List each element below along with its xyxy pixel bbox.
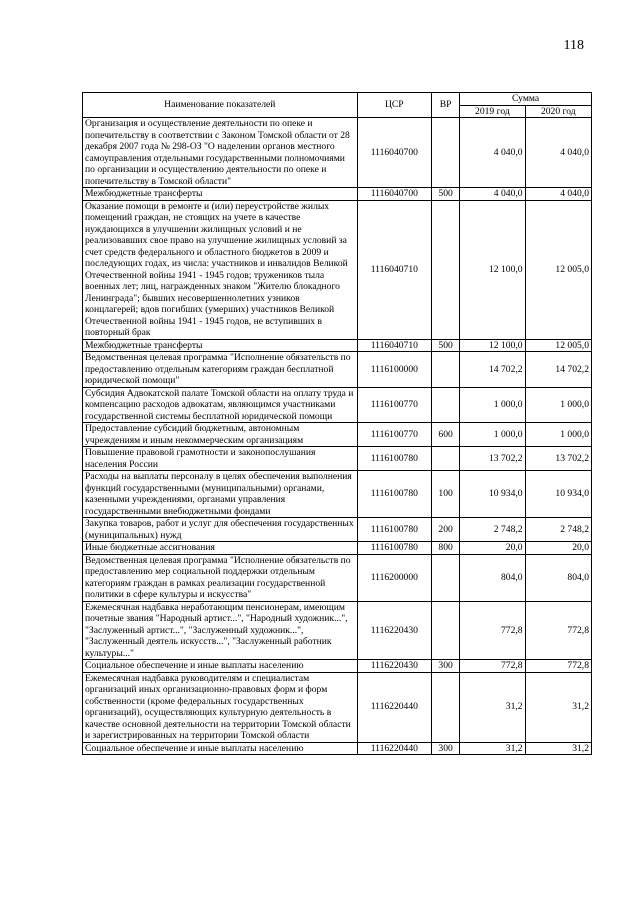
cell-name: Социальное обеспечение и иные выплаты населению [83,660,358,673]
cell-vr [432,601,460,660]
cell-vr [432,447,460,471]
cell-2019: 10 934,0 [460,471,525,518]
cell-name: Субсидия Адвокатской палате Томской области на оплату труда и компенсацию расходов адвокатам, являющимся участниками государственной системы бесплатной юридической помощи [83,387,358,423]
cell-2019: 4 040,0 [460,188,525,201]
cell-vr: 100 [432,471,460,518]
table-row [83,542,592,555]
cell-csr: 1116100780 [357,542,431,555]
cell-2020: 14 702,2 [525,352,591,388]
cell-2020: 4 040,0 [525,188,591,201]
cell-vr: 300 [432,742,460,755]
cell-name: Предоставление субсидий бюджетным, автономным учреждениям и иным некоммерческим организациям [83,423,358,447]
table-row [83,447,592,471]
table-row [83,118,592,188]
header-vr: ВР [432,93,460,118]
header-year-2019: 2019 год [460,105,525,118]
cell-csr: 1116220440 [357,742,431,755]
cell-csr: 1116040710 [357,200,431,339]
cell-2019: 31,2 [460,672,525,742]
cell-2020: 20,0 [525,542,591,555]
cell-csr: 1116040700 [357,188,431,201]
table-row [83,423,592,447]
cell-vr: 300 [432,660,460,673]
header-csr: ЦСР [357,93,431,118]
cell-2019: 1 000,0 [460,423,525,447]
cell-2019: 804,0 [460,554,525,601]
cell-name: Ежемесячная надбавка неработающим пенсионерам, имеющим почетные звания "Народный артист...", "Народный художник...", "Заслуженный артист...", "Заслуженный художник...", "Заслуженный деятель искусств...", "Заслуженный работник культуры..." [83,601,358,660]
cell-2019: 1 000,0 [460,387,525,423]
cell-2019: 772,8 [460,601,525,660]
table-row [83,471,592,518]
cell-vr [432,554,460,601]
cell-2020: 772,8 [525,660,591,673]
cell-2020: 12 005,0 [525,200,591,339]
cell-2020: 1 000,0 [525,387,591,423]
cell-vr [432,352,460,388]
table-row [83,387,592,423]
cell-csr: 1116040700 [357,118,431,188]
header-sum: Сумма [460,93,592,106]
table-row [83,518,592,542]
table-row [83,554,592,601]
cell-2019: 12 100,0 [460,200,525,339]
cell-name: Расходы на выплаты персоналу в целях обеспечения выполнения функций государственными (муниципальными) органами, казенными учреждениями, органами управления государственными внебюджетными фондами [83,471,358,518]
cell-2020: 804,0 [525,554,591,601]
cell-csr: 1116100000 [357,352,431,388]
cell-2020: 1 000,0 [525,423,591,447]
budget-table [82,92,592,755]
table-row [83,188,592,201]
cell-vr [432,200,460,339]
header-name: Наименование показателей [83,93,358,118]
cell-csr: 1116100770 [357,423,431,447]
cell-vr: 800 [432,542,460,555]
cell-name: Оказание помощи в ремонте и (или) переустройстве жилых помещений граждан, не стоящих на учете в качестве нуждающихся в улучшении жилищных условий и не реализовавших свое право на улучшение жилищных условий за счет средств федерального и областного бюджетов в 2009 и последующих годах, из числа: участников и инвалидов Великой Отечественной войны 1941 - 1945 годов; тружеников тыла военных лет; лиц, награжденных знаком "Жителю блокадного Ленинграда"; бывших несовершеннолетних узников концлагерей; вдов погибших (умерших) участников Великой Отечественной войны 1941 - 1945 годов, не вступивших в повторный брак [83,200,358,339]
cell-vr: 600 [432,423,460,447]
cell-name: Иные бюджетные ассигнования [83,542,358,555]
table-row [83,742,592,755]
cell-name: Закупка товаров, работ и услуг для обеспечения государственных (муниципальных) нужд [83,518,358,542]
cell-csr: 1116220430 [357,660,431,673]
cell-2019: 772,8 [460,660,525,673]
page-number: 118 [563,38,584,53]
cell-2019: 14 702,2 [460,352,525,388]
cell-name: Ведомственная целевая программа "Исполнение обязательств по предоставлению мер социальной поддержки отдельным категориям граждан в рамках реализации государственной политики в сфере культуры и искусства" [83,554,358,601]
cell-vr: 500 [432,339,460,352]
table-header [83,93,592,118]
cell-2020: 13 702,2 [525,447,591,471]
cell-vr [432,118,460,188]
cell-name: Повышение правовой грамотности и законопослушания населения России [83,447,358,471]
cell-csr: 1116220430 [357,601,431,660]
cell-csr: 1116100780 [357,447,431,471]
cell-vr [432,387,460,423]
cell-vr [432,672,460,742]
cell-name: Ежемесячная надбавка руководителям и специалистам организаций иных организационно-правовых форм и форм собственности (кроме федеральных государственных организаций), осуществляющих культурную деятельность в качестве основной деятельности на территории Томской области и зарегистрированных на территории Томской области [83,672,358,742]
table-row [83,660,592,673]
cell-2019: 31,2 [460,742,525,755]
cell-2020: 12 005,0 [525,339,591,352]
cell-name: Межбюджетные трансферты [83,188,358,201]
table-row [83,601,592,660]
cell-2019: 12 100,0 [460,339,525,352]
cell-name: Организация и осуществление деятельности по опеке и попечительству в соответствии с Законом Томской области от 28 декабря 2007 года № 298-ОЗ "О наделении органов местного самоуправления отдельными государственными полномочиями по организации и осуществлению деятельности по опеке и попечительству в Томской области" [83,118,358,188]
cell-csr: 1116100770 [357,387,431,423]
table-row [83,672,592,742]
cell-name: Социальное обеспечение и иные выплаты населению [83,742,358,755]
header-year-2020: 2020 год [525,105,591,118]
cell-csr: 1116100780 [357,471,431,518]
table-row [83,339,592,352]
cell-2020: 10 934,0 [525,471,591,518]
table-body [83,118,592,755]
table-row [83,352,592,388]
cell-csr: 1116100780 [357,518,431,542]
cell-csr: 1116200000 [357,554,431,601]
cell-2020: 31,2 [525,742,591,755]
cell-2020: 4 040,0 [525,118,591,188]
cell-name: Межбюджетные трансферты [83,339,358,352]
cell-2019: 4 040,0 [460,118,525,188]
table-row [83,200,592,339]
cell-csr: 1116220440 [357,672,431,742]
cell-2020: 31,2 [525,672,591,742]
cell-2019: 13 702,2 [460,447,525,471]
cell-vr: 500 [432,188,460,201]
cell-name: Ведомственная целевая программа "Исполнение обязательств по предоставлению отдельным категориям граждан бесплатной юридической помощи" [83,352,358,388]
cell-2020: 2 748,2 [525,518,591,542]
cell-vr: 200 [432,518,460,542]
cell-2019: 2 748,2 [460,518,525,542]
cell-csr: 1116040710 [357,339,431,352]
cell-2020: 772,8 [525,601,591,660]
cell-2019: 20,0 [460,542,525,555]
